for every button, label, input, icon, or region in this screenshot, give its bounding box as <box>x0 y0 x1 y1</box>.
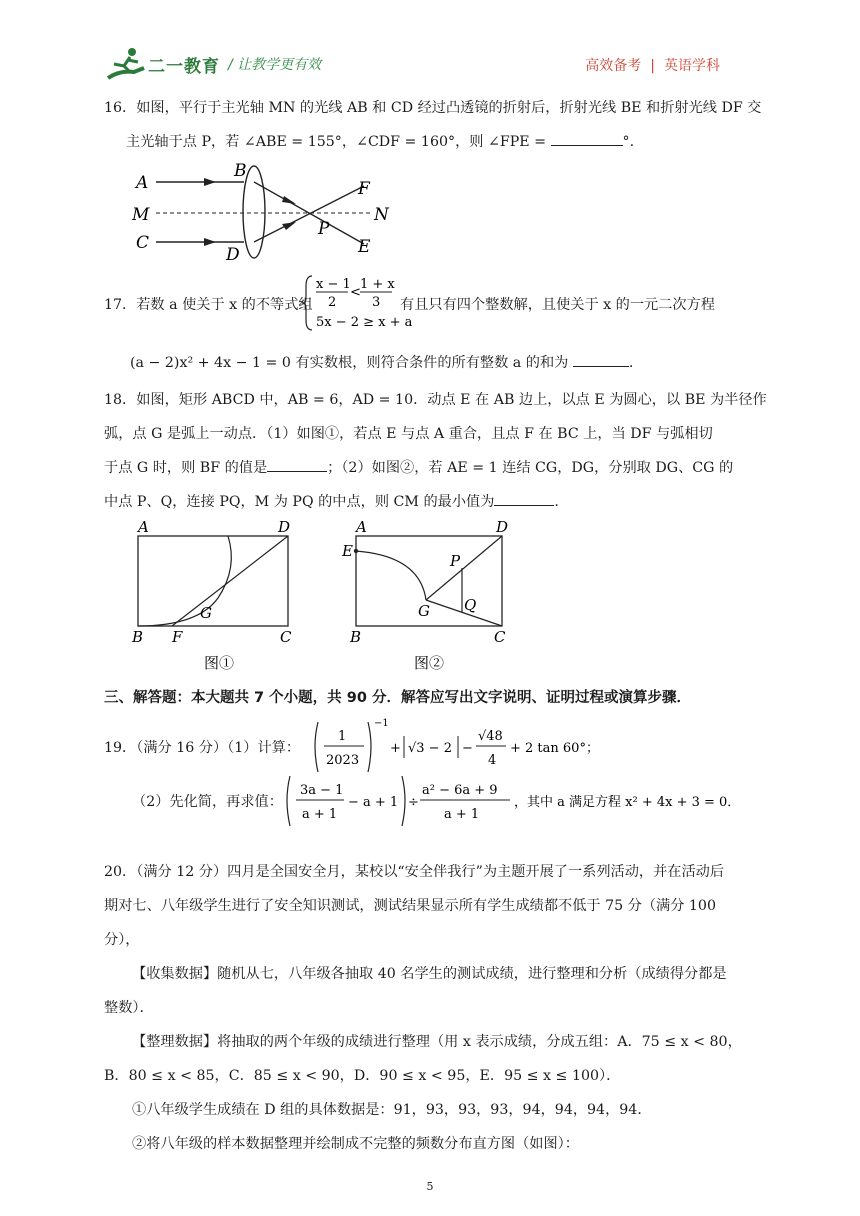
q19-f2-den: a + 1 <box>302 807 338 822</box>
q16-line2 <box>126 132 634 152</box>
fig1-label-D: D <box>278 518 291 536</box>
q17-ineq2: 5x − 2 ≥ x + a <box>316 315 413 330</box>
q19-f3-num: a² − 6a + 9 <box>422 783 498 798</box>
q16-line2-end: °. <box>622 134 635 150</box>
q16-answer-blank[interactable] <box>551 132 623 146</box>
fig2-label-C: C <box>494 628 506 646</box>
header-right <box>585 55 720 75</box>
q20-line1: 20．（满分 12 分）四月是全国安全月，某校以“安全伴我行”为主题开展了一系列活动，并在活动后 <box>104 864 725 880</box>
q19-f2-num: 3a − 1 <box>300 783 344 798</box>
q17-line2 <box>130 353 633 373</box>
q16-label-N: N <box>374 205 389 225</box>
q19-abs-expr: √3 − 2 <box>408 741 452 756</box>
q19-tail2: ，其中 a 满足方程 x² + 4x + 3 = 0． <box>514 795 741 810</box>
fig1-label-C: C <box>280 628 292 646</box>
fig2-label-B: B <box>350 628 362 646</box>
q19-frac1-den: 2023 <box>326 753 360 768</box>
q18-line4-text: 中点 P、Q，连接 PQ，M 为 PQ 的中点，则 CM 的最小值为 <box>104 494 495 510</box>
q20-line4: 【收集数据】随机从七，八年级各抽取 40 名学生的测试成绩，进行整理和分析（成绩得分都是 <box>132 966 727 982</box>
section-3-heading: 三、解答题：本大题共 7 个小题，共 90 分．解答应写出文字说明、证明过程或演算步骤． <box>104 690 691 706</box>
header-tag-left: 高效备考 <box>585 58 642 74</box>
q16-label-D: D <box>226 245 240 265</box>
q19-part2-expression <box>284 772 741 832</box>
q20-line6: 【整理数据】将抽取的两个年级的成绩进行整理（用 x 表示成绩，分成五组：A．75 ≤ x < 80， <box>132 1034 742 1050</box>
q17-inequality-system <box>302 272 413 334</box>
header-slogan: / 让教学更有效 <box>228 57 322 73</box>
q19-part1-expression <box>312 716 599 778</box>
header-tag-right: 英语学科 <box>664 58 720 74</box>
fig2-label-Q: Q <box>464 596 477 614</box>
q18-line3-tail: ；（2）如图②，若 AE = 1 连结 CG，DG，分别取 DG、CG 的 <box>327 460 734 476</box>
q19-div-sign: ÷ <box>408 795 419 810</box>
q18-line4 <box>104 492 559 512</box>
q17-ineq1-left-num: x − 1 <box>316 277 351 292</box>
q19-part1-lead: 19．（满分 16 分）（1）计算： <box>104 740 301 756</box>
logo-text: 二一教育 <box>148 57 220 77</box>
q17-tail: 有且只有四个整数解，且使关于 x 的一元二次方程 <box>400 297 715 313</box>
fig2-caption: 图② <box>414 654 445 672</box>
q17-ineq1-op: < <box>350 285 361 300</box>
q16-label-C: C <box>136 233 150 253</box>
q17-ineq1-right-num: 1 + x <box>360 277 395 292</box>
q18-answer1-blank[interactable] <box>267 458 327 472</box>
q20-line3: 分）， <box>104 932 140 948</box>
q19-f2-tail: − a + 1 <box>348 795 399 810</box>
q17-lead: 17．若数 a 使关于 x 的不等式组 <box>104 297 313 313</box>
q19-frac1-num: 1 <box>338 729 347 744</box>
q16-line1: 16．如图，平行于主光轴 MN 的光线 AB 和 CD 经过凸透镜的折射后，折射光线 BE 和折射光线 DF 交 <box>104 100 762 116</box>
q17-ineq1-left-den: 2 <box>328 295 337 310</box>
q16-label-P: P <box>318 219 330 239</box>
fig1-label-F: F <box>172 628 183 646</box>
q17-ineq1-right-den: 3 <box>372 295 381 310</box>
q19-exponent: −1 <box>374 718 389 729</box>
header-separator: | <box>650 58 655 74</box>
q19-sqrt-num: √48 <box>478 729 503 744</box>
q18-line2: 弧，点 G 是弧上一动点．（1）如图①，若点 E 与点 A 重合，且点 F 在 BC 上，当 DF 与弧相切 <box>104 426 713 442</box>
q17-line2-end: . <box>628 355 634 371</box>
fig2-label-P: P <box>450 552 461 570</box>
q20-line5: 整数）． <box>104 1000 154 1016</box>
q18-line3 <box>104 458 733 478</box>
q20-line9: ②将八年级的样本数据整理并绘制成不完整的频数分布直方图（如图）： <box>132 1136 579 1152</box>
q18-line3-text: 于点 G 时，则 BF 的值是 <box>104 460 268 476</box>
q19-tail1: + 2 tan 60°； <box>510 741 599 756</box>
page-number: 5 <box>426 1180 434 1193</box>
fig2-label-E: E <box>342 542 353 560</box>
q19-f3-den: a + 1 <box>444 807 480 822</box>
q17-line2-text: (a − 2)x² + 4x − 1 = 0 有实数根，则符合条件的所有整数 a 的和为 <box>130 355 569 371</box>
q16-line2-text: 主光轴于点 P，若 ∠ABE = 155°，∠CDF = 160°，则 ∠FPE = <box>126 134 547 150</box>
q20-line8: ①八年级学生成绩在 D 组的具体数据是：91，93，93，93，94，94，94，94． <box>132 1102 652 1118</box>
header-logo <box>104 44 344 84</box>
q19-sqrt-den: 4 <box>488 753 497 768</box>
q16-label-F: F <box>358 179 370 199</box>
fig1-label-G: G <box>200 604 212 622</box>
runner-logo-icon <box>104 44 148 84</box>
fig1-label-B: B <box>132 628 144 646</box>
q18-line4-end: . <box>554 494 559 510</box>
fig2-label-G: G <box>418 602 430 620</box>
q18-figure-1 <box>128 518 308 676</box>
fig1-label-A: A <box>138 518 149 536</box>
q18-answer2-blank[interactable] <box>494 492 554 506</box>
q19-part2-lead: （2）先化简，再求值： <box>132 794 283 810</box>
q16-label-M: M <box>132 205 150 225</box>
fig2-label-D: D <box>496 518 509 536</box>
q18-figure-2 <box>340 518 520 676</box>
q16-label-B: B <box>234 161 247 181</box>
fig1-caption: 图① <box>204 654 235 672</box>
q20-line2: 期对七、八年级学生进行了安全知识测试，测试结果显示所有学生成绩都不低于 75 分（满分 100 <box>104 898 716 914</box>
svg-text:−: − <box>462 741 473 756</box>
q20-line7: B．80 ≤ x < 85，C．85 ≤ x < 90，D．90 ≤ x < 95，E．95 ≤ x ≤ 100）． <box>104 1068 621 1084</box>
fig2-label-A: A <box>356 518 367 536</box>
svg-text:+: + <box>390 741 401 756</box>
q17-answer-blank[interactable] <box>573 353 629 367</box>
q16-lens-figure <box>126 160 406 266</box>
q18-line1: 18．如图，矩形 ABCD 中，AB = 6，AD = 10．动点 E 在 AB 边上，以点 E 为圆心，以 BE 为半径作 <box>104 392 767 408</box>
q16-label-E: E <box>358 237 371 257</box>
q16-label-A: A <box>136 173 149 193</box>
